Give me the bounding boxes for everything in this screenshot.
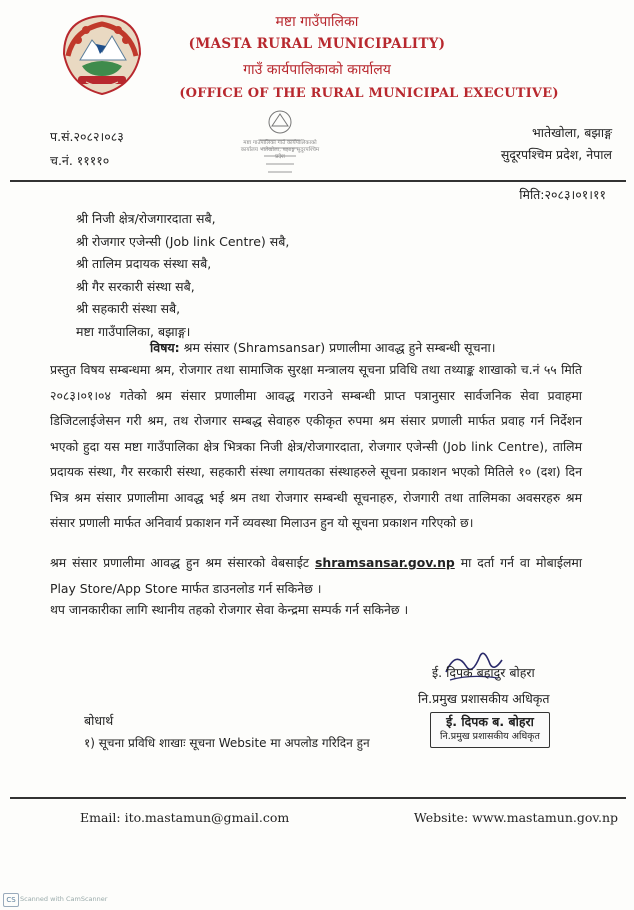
subject-label: विषय:	[150, 340, 180, 355]
letter-date: मिति:२०८३।०१।११	[519, 187, 606, 202]
scanner-watermark: Scanned with CamScanner	[20, 895, 108, 903]
seal-lettering: मष्टा गाउँपालिका गाउँ कार्यपालिकाको कार्यालय भातेखोला, बझाङ्ग सुदूरपश्चिम प्रदेश	[240, 140, 320, 160]
recipient-item: मष्टा गाउँपालिका, बझाङ्ग।	[76, 323, 191, 339]
recipient-item: श्री निजी क्षेत्र/रोजगारदाता सबै,	[76, 211, 216, 226]
footer-email: Email: ito.mastamun@gmail.com	[80, 810, 290, 825]
office-name-np: गाउँ कार्यपालिकाको कार्यालय	[243, 62, 391, 78]
office-name-en: (OFFICE OF THE RURAL MUNICIPAL EXECUTIVE)	[179, 86, 559, 101]
office-address-line2: सुदूरपश्चिम प्रदेश, नेपाल	[500, 147, 612, 162]
municipality-name-en: (MASTA RURAL MUNICIPALITY)	[188, 36, 446, 52]
dispatch-number: च.नं. ११११०	[50, 153, 110, 168]
office-address-line1: भातेखोला, बझाङ्ग	[531, 125, 612, 140]
recipient-item: श्री गैर सरकारी संस्था सबै,	[76, 278, 195, 294]
body-paragraph-3: थप जानकारीका लागि स्थानीय तहको रोजगार सेवा केन्द्रमा सम्पर्क गर्न सकिनेछ ।	[50, 602, 409, 617]
para2-text-a: श्रम संसार प्रणालीमा आवद्ध हुन श्रम संसारको वेबसाईट	[50, 555, 310, 570]
stamp-name: ई. दिपक ब. बोहरा	[446, 714, 534, 729]
officer-stamp	[430, 712, 550, 748]
body-paragraph-2	[50, 550, 582, 601]
recipient-list	[76, 208, 289, 343]
subject-text: श्रम संसार (Shramsansar) प्रणालीमा आवद्ध हुने सम्बन्धी सूचना।	[183, 340, 496, 355]
bodhartha-item: १) सूचना प्रविधि शाखाः सूचना Website मा अपलोड गरिदिन हुन	[84, 736, 370, 750]
para2-text-b: मा दर्ता गर्न वा मोबाईलमा Play Store/App Store मार्फत डाउनलोड गर्न सकिनेछ ।	[50, 555, 582, 596]
camscanner-icon: CS	[3, 893, 19, 907]
bodhartha-label: बोधार्थ	[84, 713, 114, 728]
signatory-title: नि.प्रमुख प्रशासकीय अधिकृत	[418, 691, 550, 706]
footer-divider	[10, 797, 626, 799]
header-divider	[10, 180, 626, 182]
stamp-title: नि.प्रमुख प्रशासकीय अधिकृत	[440, 731, 540, 742]
body-paragraph-1: प्रस्तुत विषय सम्बन्धमा श्रम, रोजगार तथा सामाजिक सुरक्षा मन्त्रालय सूचना प्रविधि तथा तथ्याङ्क शाखाको च.नं ५५ मिति २०८३।०१।०४ गतेको श्रम संसार प्रणालीमा आवद्ध गराउने सम्बन्धी प्राप्त पत्रानुसार सार्वजनिक सेवा प्रवाहमा डिजिटलाईजेसन गरी श्रम, तथ रोजगार सम्बद्ध सेवाहरु एकीकृत रुपमा श्रम संसार प्रणाली मार्फत प्रवाह गर्न निर्देशन भएको हुदा यस मष्टा गाउँपालिका क्षेत्र भित्रका निजी क्षेत्र/रोजगारदाता, रोजगार एजेन्सी (Job link Centre), तालिम प्रदायक संस्था, गैर सरकारी संस्था, सहकारी संस्था लगायतका संस्थाहरुले सूचना प्रकाशन भएको मितिले १० (दश) दिन भित्र श्रम संसार प्रणालीमा आवद्ध भई श्रम तथा रोजगार सम्बन्धी सूचनाहरु, रोजगारी तथा तालिमका अवसरहरु श्रम संसार प्रणाली मार्फत अनिवार्य प्रकाशन गर्ने व्यवस्था मिलाउन हुन यो सूचना प्रकाशन गरिएको छ।	[50, 362, 582, 530]
shramsansar-link[interactable]: shramsansar.gov.np	[315, 555, 455, 570]
recipient-item: श्री तालिम प्रदायक संस्था सबै,	[76, 256, 212, 271]
footer-website: Website: www.mastamun.gov.np	[413, 810, 618, 825]
municipality-name-np: मष्टा गाउँपालिका	[275, 14, 359, 30]
signatory-name: ई. दिपक बहादुर बोहरा	[432, 665, 535, 680]
subject-line	[150, 339, 495, 356]
recipient-item: श्री सहकारी संस्था सबै,	[76, 301, 181, 316]
recipient-item: श्री रोजगार एजेन्सी (Job link Centre) सबै,	[76, 233, 290, 249]
reference-number: प.सं.२०८२।०८३	[50, 129, 124, 144]
